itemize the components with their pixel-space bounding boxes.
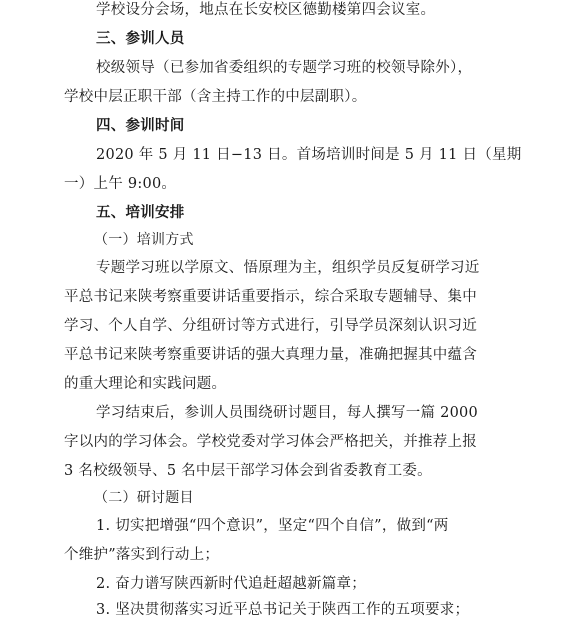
body-line: 一）上午 9:00。 <box>64 176 177 192</box>
body-line: 学习结束后，参训人员围绕研讨题目，每人撰写一篇 2000 <box>96 405 479 421</box>
body-line: 2. 奋力谱写陕西新时代追赶超越新篇章； <box>96 576 366 592</box>
body-line: 个维护”落实到行动上； <box>64 547 220 563</box>
body-line: 1. 切实把增强“四个意识”，坚定“四个自信”，做到“两 <box>96 518 449 534</box>
body-line: 校级领导（已参加省委组织的专题学习班的校领导除外）， <box>96 60 473 76</box>
body-line: 的重大理论和实践问题。 <box>64 376 227 392</box>
subsection-heading: （二）研讨题目 <box>94 490 194 506</box>
section-heading: 三、参训人员 <box>96 31 185 47</box>
body-line: 3 名校级领导、5 名中层干部学习体会到省委教育工委。 <box>64 463 432 479</box>
body-line: 2020 年 5 月 11 日−13 日。首场培训时间是 5 月 11 日（星期 <box>96 147 522 163</box>
body-line: 平总书记来陕考察重要讲话重要指示，综合采取专题辅导、集中 <box>64 289 477 305</box>
section-heading: 五、培训安排 <box>96 205 185 221</box>
body-line: 专题学习班以学原文、悟原理为主，组织学员反复研学习近 <box>96 260 480 276</box>
subsection-heading: （一）培训方式 <box>94 232 194 248</box>
body-line: 学习、个人自学、分组研讨等方式进行，引导学员深刻认识习近 <box>64 318 477 334</box>
body-line: 学校中层正职干部（含主持工作的中层副职）。 <box>64 89 367 105</box>
body-line: 平总书记来陕考察重要讲话的强大真理力量，准确把握其中蕴含 <box>64 347 477 363</box>
body-line: 字以内的学习体会。学校党委对学习体会严格把关，并推荐上报 <box>64 434 477 450</box>
body-line: 学校设分会场，地点在长安校区德勤楼第四会议室。 <box>96 2 436 18</box>
section-heading: 四、参训时间 <box>96 118 185 134</box>
body-line: 3. 坚决贯彻落实习近平总书记关于陕西工作的五项要求； <box>96 602 470 618</box>
